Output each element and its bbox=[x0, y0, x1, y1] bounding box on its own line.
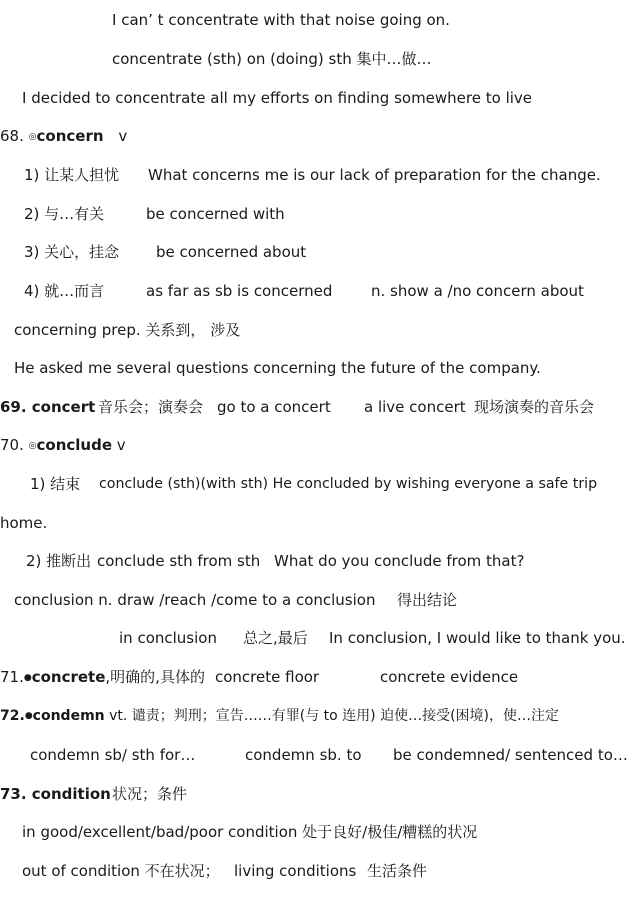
meaning: 现场演奏的音乐会 bbox=[474, 398, 595, 416]
meaning: 状况；条件 bbox=[112, 785, 188, 803]
meaning: 音乐会；演奏会 bbox=[98, 398, 204, 416]
phrase: in good/excellent/bad/poor condition 处于良好/极佳/糟糕的状况 bbox=[22, 823, 478, 841]
meaning: ,明确的,具体的 bbox=[105, 668, 205, 686]
part-of-speech: v bbox=[118, 127, 128, 145]
phrase: conclude sth from sth bbox=[97, 552, 261, 570]
example-sentence: In conclusion, I would like to thank you. bbox=[329, 629, 626, 647]
phrase: be concerned about bbox=[156, 243, 307, 261]
phrase: be condemned/ sentenced to… bbox=[393, 746, 628, 764]
bullet-icon: ◎ bbox=[28, 132, 37, 142]
phrase: as far as sb is concerned bbox=[146, 282, 333, 300]
phrase: in conclusion bbox=[119, 629, 217, 647]
sense-label: 4) 就…而言 bbox=[24, 282, 105, 300]
headword: concern bbox=[36, 127, 104, 145]
bullet-icon: ● bbox=[23, 673, 32, 683]
example-sentence: He asked me several questions concerning the future of the company. bbox=[14, 359, 541, 377]
meaning: 得出结论 bbox=[397, 591, 458, 609]
headword: conclude bbox=[36, 436, 112, 454]
entry-number: 71. bbox=[0, 668, 24, 686]
phrase: out of condition 不在状况； bbox=[22, 862, 220, 880]
headword: 73. condition bbox=[0, 785, 111, 803]
phrase: a live concert bbox=[364, 398, 466, 416]
entry-68-header bbox=[0, 126, 127, 147]
bullet-icon: ● bbox=[24, 711, 33, 721]
entry-number: 72. bbox=[0, 708, 25, 724]
example-sentence: I decided to concentrate all my efforts on finding somewhere to live bbox=[22, 89, 533, 107]
phrase: go to a concert bbox=[217, 398, 331, 416]
sense-label: 2) 推断出 bbox=[26, 552, 92, 570]
example-sentence: What do you conclude from that? bbox=[274, 552, 525, 570]
related-word: conclusion n. draw /reach /come to a conclusion bbox=[14, 591, 376, 609]
entry-70-header bbox=[0, 435, 126, 456]
sense-label: 1) 结束 bbox=[30, 475, 81, 493]
continuation: home. bbox=[0, 514, 48, 532]
headword: 69. concert bbox=[0, 398, 96, 416]
phrase: concrete evidence bbox=[380, 668, 519, 686]
phrase: living conditions bbox=[234, 862, 357, 880]
sense-label: 2) 与…有关 bbox=[24, 205, 105, 223]
bullet-icon: ◎ bbox=[28, 441, 37, 451]
noun-phrase: n. show a /no concern about bbox=[371, 282, 584, 300]
entry-72 bbox=[0, 706, 559, 726]
phrase: concentrate (sth) on (doing) sth 集中…做… bbox=[112, 50, 432, 68]
meaning: 生活条件 bbox=[367, 862, 428, 880]
headword: condemn bbox=[32, 708, 105, 724]
sense-label: 1) 让某人担忧 bbox=[24, 166, 120, 184]
related-word: concerning prep. 关系到， 涉及 bbox=[14, 321, 241, 339]
phrase: concrete floor bbox=[215, 668, 320, 686]
example-sentence: conclude (sth)(with sth) He concluded by wishing everyone a safe trip bbox=[99, 476, 598, 492]
phrase: condemn sb. to bbox=[245, 746, 362, 764]
entry-headline bbox=[0, 667, 205, 688]
example-sentence: What concerns me is our lack of preparation for the change. bbox=[148, 166, 601, 184]
part-of-speech: v bbox=[116, 436, 126, 454]
phrase: be concerned with bbox=[146, 205, 285, 223]
entry-number: 68. bbox=[0, 127, 24, 145]
entry-number: 70. bbox=[0, 436, 24, 454]
headword: concrete bbox=[31, 668, 106, 686]
phrase: condemn sb/ sth for… bbox=[30, 746, 196, 764]
meaning: 总之,最后 bbox=[243, 629, 308, 647]
sense-label: 3) 关心，挂念 bbox=[24, 243, 120, 261]
example-sentence: I can’ t concentrate with that noise going on. bbox=[112, 11, 450, 29]
meaning: vt. 谴责；判刑；宣告……有罪(与 to 连用) 迫使…接受(困境)，使…注定 bbox=[104, 708, 560, 724]
